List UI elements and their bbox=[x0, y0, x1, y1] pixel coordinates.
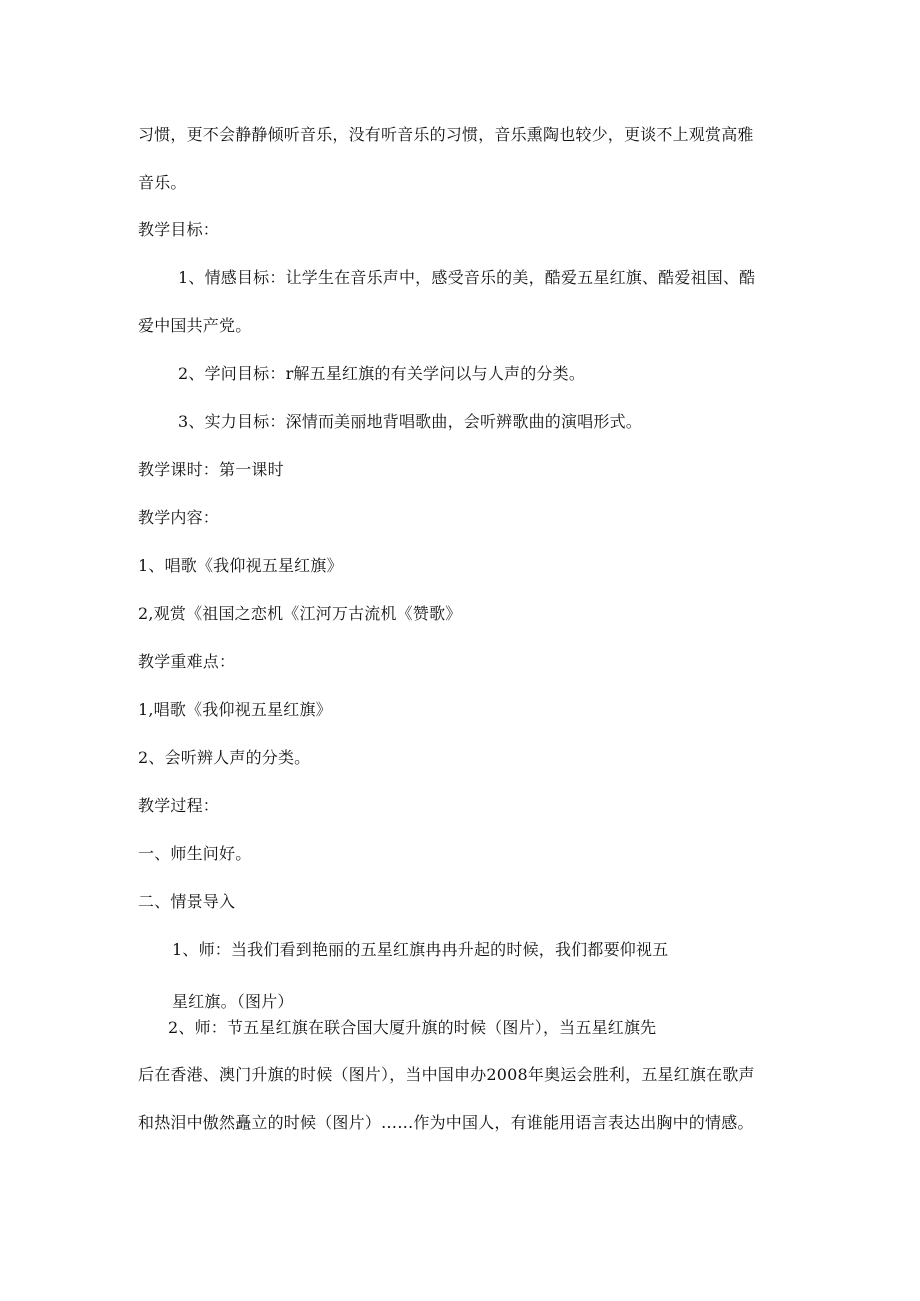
section-heading-content: 教学内容： bbox=[138, 508, 220, 527]
process-sub-item-2: 2、师：节五星红旗在联合国大厦升旗的时候（图片），当五星红旗先 bbox=[168, 1018, 657, 1037]
paragraph-line: 星红旗。（图片） bbox=[172, 992, 294, 1011]
content-item-1: 1、唱歌《我仰视五星红旗》 bbox=[138, 556, 343, 575]
paragraph-line: 习惯，更不会静静倾听音乐，没有听音乐的习惯，音乐熏陶也较少，更谈不上观赏高雅 bbox=[138, 125, 754, 144]
paragraph-line: 和热泪中傲然矗立的时候（图片）……作为中国人，有谁能用语言表达出胸中的情感。 bbox=[138, 1113, 754, 1132]
section-heading-hours: 教学课时：第一课时 bbox=[138, 460, 284, 479]
process-sub-item-1: 1、师：当我们看到艳丽的五星红旗冉冉升起的时候，我们都要仰视五 bbox=[172, 940, 669, 959]
keypoint-item-2: 2、会听辨人声的分类。 bbox=[138, 748, 311, 767]
goal-item-1: 1、情感目标：让学生在音乐声中，感受音乐的美，酷爱五星红旗、酷爱祖国、酷 bbox=[178, 268, 756, 287]
process-step-1: 一、师生问好。 bbox=[138, 844, 252, 863]
section-heading-process: 教学过程： bbox=[138, 796, 220, 815]
paragraph-line: 音乐。 bbox=[138, 173, 187, 192]
paragraph-line: 后在香港、澳门升旗的时候（图片），当中国申办2008年奥运会胜利，五星红旗在歌声 bbox=[138, 1065, 755, 1084]
section-heading-goals: 教学目标： bbox=[138, 220, 220, 239]
keypoint-item-1: 1,唱歌《我仰视五星红旗》 bbox=[138, 700, 332, 719]
content-item-2: 2,观赏《祖国之恋机《江河万古流机《赞歌》 bbox=[138, 604, 462, 623]
paragraph-line: 爱中国共产党。 bbox=[138, 316, 252, 335]
process-step-2: 二、情景导入 bbox=[138, 892, 236, 911]
goal-item-3: 3、实力目标：深情而美丽地背唱歌曲，会听辨歌曲的演唱形式。 bbox=[178, 412, 642, 431]
section-heading-keypoints: 教学重难点： bbox=[138, 652, 236, 671]
goal-item-2: 2、学问目标：r解五星红旗的有关学问以与人声的分类。 bbox=[178, 364, 586, 383]
